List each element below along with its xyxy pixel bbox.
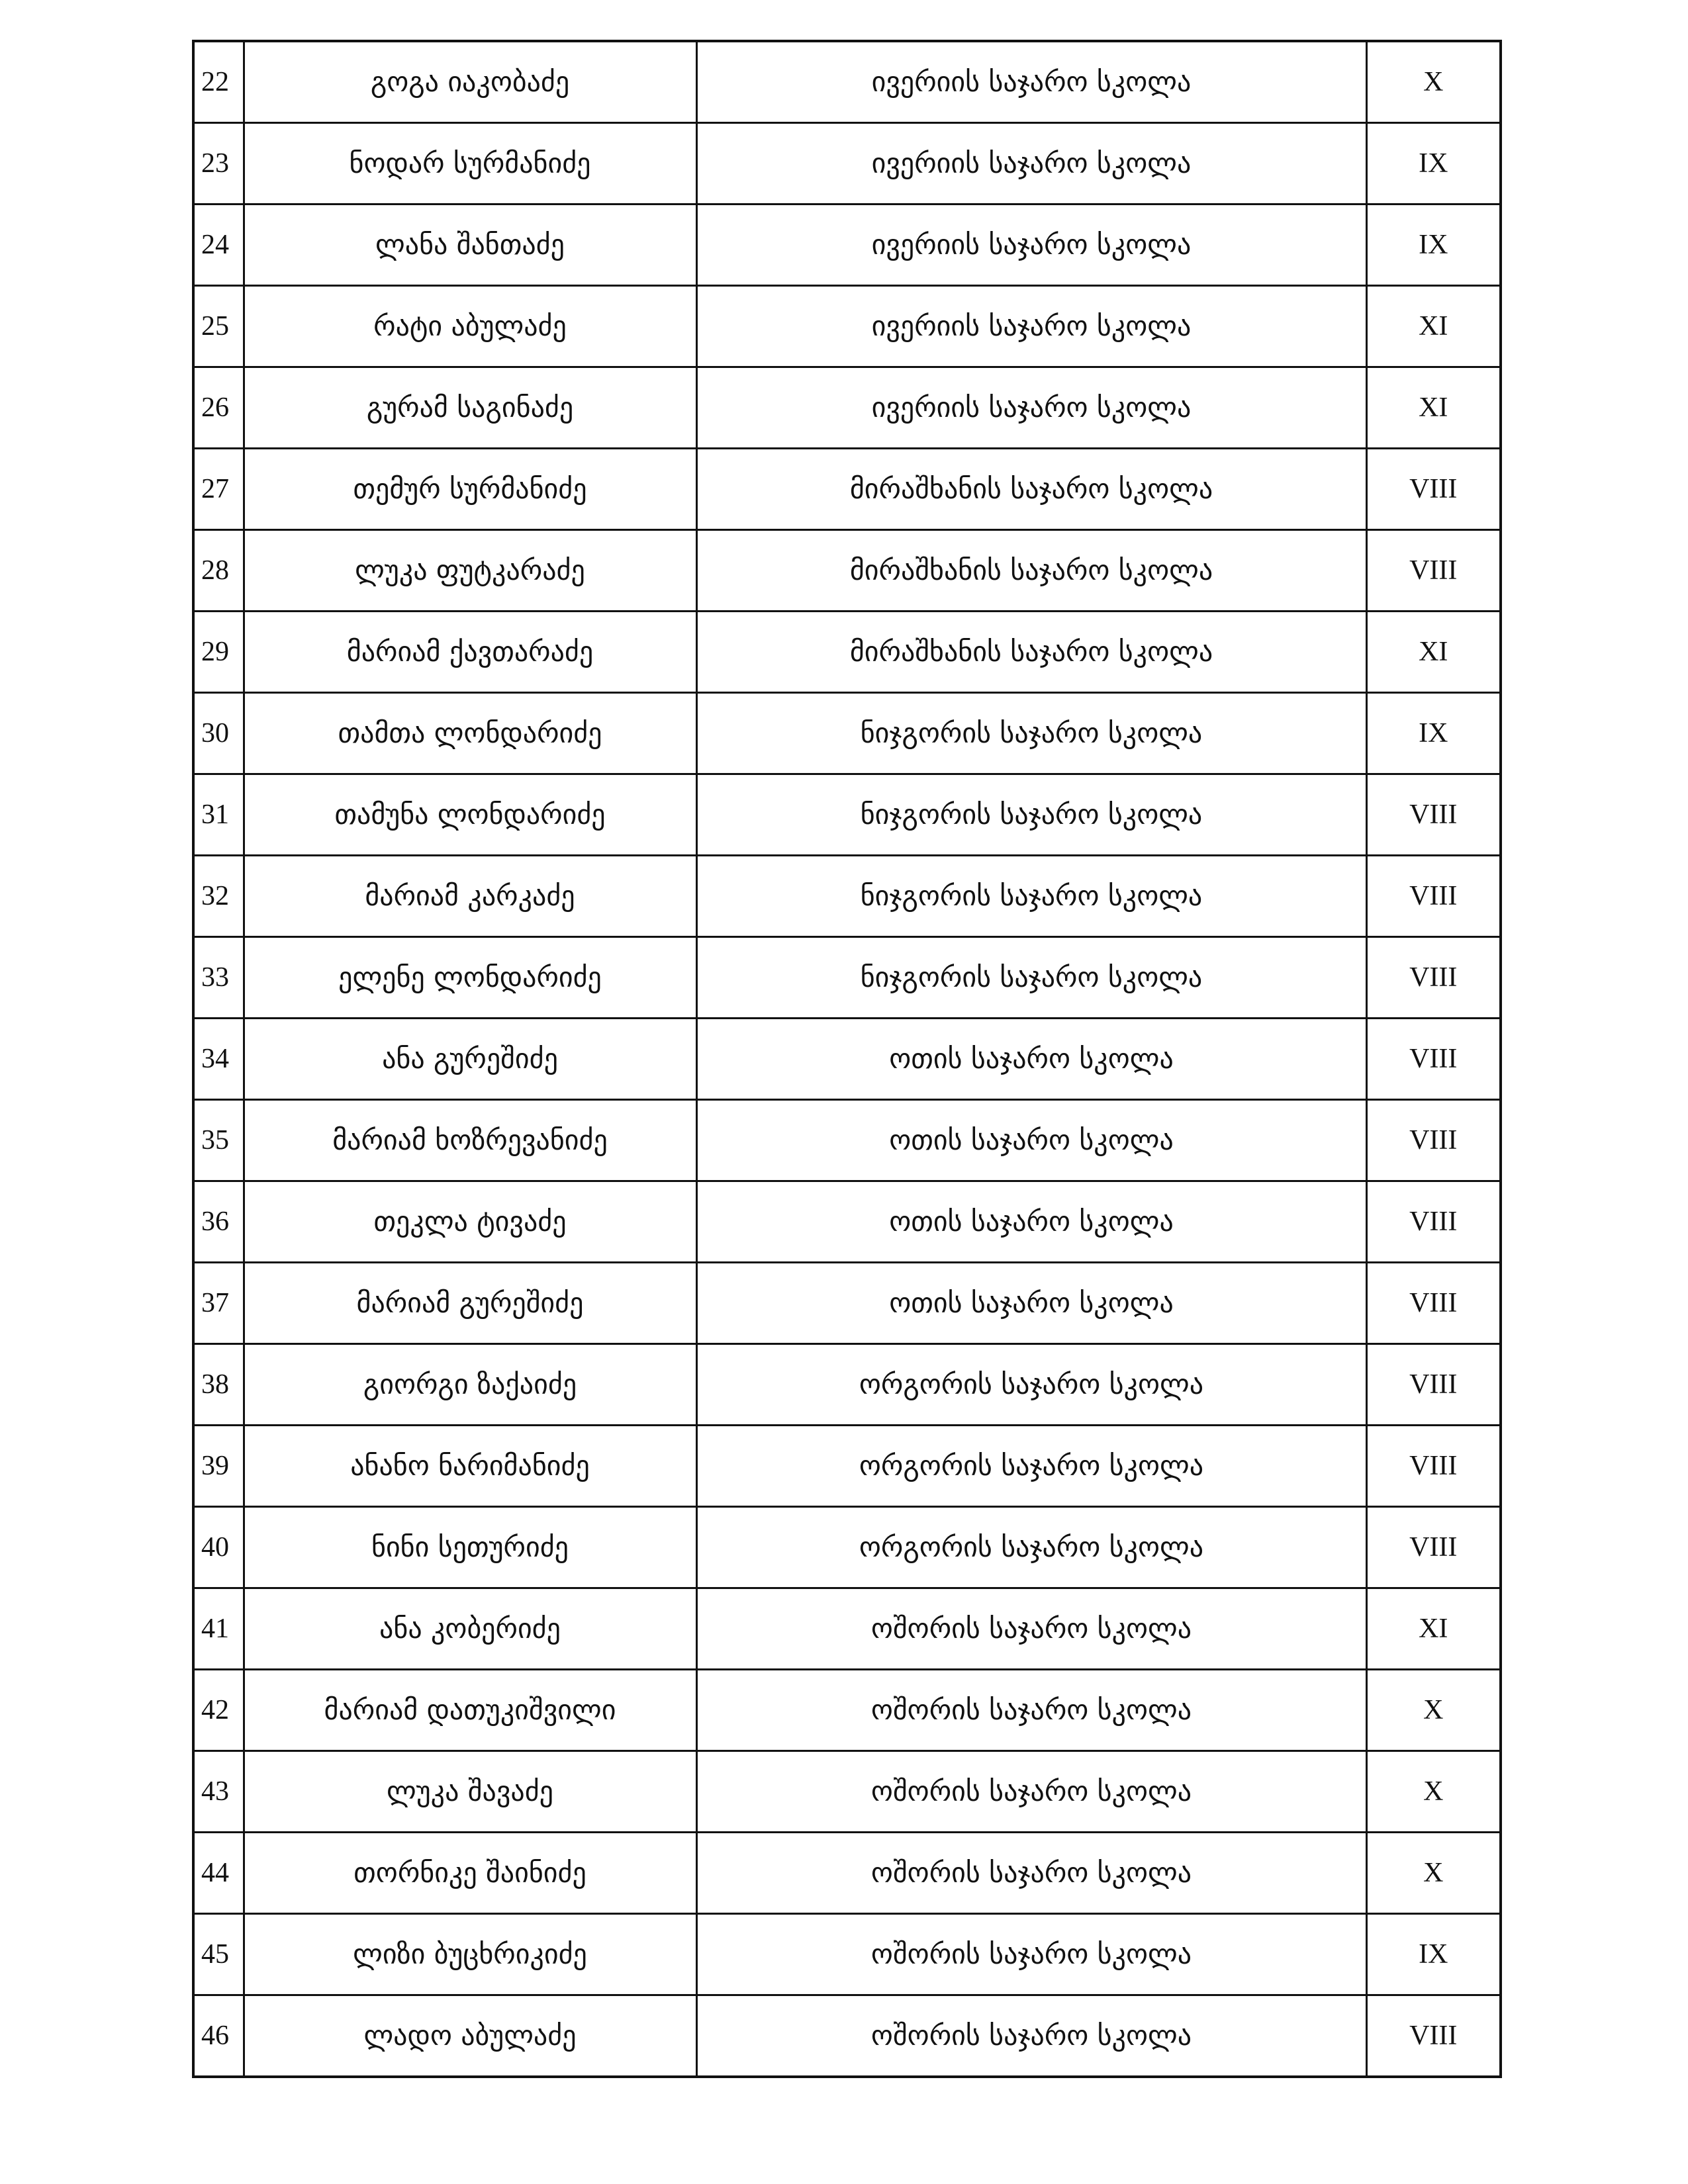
table-row (193, 1507, 1501, 1588)
school-name-cell: ოშორის საჯარო სკოლა (696, 1670, 1366, 1751)
table-row (193, 693, 1501, 774)
student-name-cell: ლანა შანთაძე (244, 205, 696, 286)
table-row (193, 1914, 1501, 1995)
row-number-cell: 33 (193, 937, 244, 1019)
grade-cell: X (1366, 41, 1501, 123)
table-row (193, 1833, 1501, 1914)
school-name-cell: ივერიის საჯარო სკოლა (696, 367, 1366, 449)
student-name-cell: ანანო ნარიმანიძე (244, 1426, 696, 1507)
school-name-cell: ივერიის საჯარო სკოლა (696, 286, 1366, 367)
table-row (193, 1670, 1501, 1751)
grade-cell: VIII (1366, 937, 1501, 1019)
table-row (193, 1426, 1501, 1507)
row-number-cell: 37 (193, 1263, 244, 1344)
school-name-cell: მირაშხანის საჯარო სკოლა (696, 612, 1366, 693)
row-number-cell: 25 (193, 286, 244, 367)
grade-cell: X (1366, 1670, 1501, 1751)
row-number-cell: 35 (193, 1100, 244, 1181)
student-name-cell: ლუკა შავაძე (244, 1751, 696, 1833)
table-row (193, 1263, 1501, 1344)
school-name-cell: ოშორის საჯარო სკოლა (696, 1833, 1366, 1914)
row-number-cell: 32 (193, 856, 244, 937)
grade-cell: XI (1366, 612, 1501, 693)
participants-table (192, 40, 1502, 2078)
grade-cell: IX (1366, 205, 1501, 286)
student-name-cell: ანა კობერიძე (244, 1588, 696, 1670)
grade-cell: VIII (1366, 856, 1501, 937)
table-row (193, 937, 1501, 1019)
school-name-cell: ოთის საჯარო სკოლა (696, 1181, 1366, 1263)
table-row (193, 1100, 1501, 1181)
student-name-cell: მარიამ კარკაძე (244, 856, 696, 937)
grade-cell: XI (1366, 367, 1501, 449)
row-number-cell: 41 (193, 1588, 244, 1670)
row-number-cell: 40 (193, 1507, 244, 1588)
school-name-cell: ოშორის საჯარო სკოლა (696, 1995, 1366, 2077)
grade-cell: VIII (1366, 1100, 1501, 1181)
grade-cell: VIII (1366, 530, 1501, 612)
school-name-cell: ნიჯგორის საჯარო სკოლა (696, 937, 1366, 1019)
student-name-cell: ელენე ლონდარიძე (244, 937, 696, 1019)
grade-cell: IX (1366, 1914, 1501, 1995)
student-name-cell: თორნიკე შაინიძე (244, 1833, 696, 1914)
row-number-cell: 27 (193, 449, 244, 530)
school-name-cell: ორგორის საჯარო სკოლა (696, 1426, 1366, 1507)
student-name-cell: ნინი სეთურიძე (244, 1507, 696, 1588)
table-row (193, 1181, 1501, 1263)
table-row (193, 449, 1501, 530)
grade-cell: XI (1366, 286, 1501, 367)
student-name-cell: რატი აბულაძე (244, 286, 696, 367)
table-row (193, 1344, 1501, 1426)
row-number-cell: 39 (193, 1426, 244, 1507)
grade-cell: IX (1366, 693, 1501, 774)
grade-cell: VIII (1366, 449, 1501, 530)
student-name-cell: გურამ საგინაძე (244, 367, 696, 449)
table-row (193, 41, 1501, 123)
table-row (193, 367, 1501, 449)
table-row (193, 530, 1501, 612)
grade-cell: IX (1366, 123, 1501, 205)
row-number-cell: 30 (193, 693, 244, 774)
table-row (193, 1019, 1501, 1100)
row-number-cell: 46 (193, 1995, 244, 2077)
participants-table-body (193, 41, 1501, 2077)
row-number-cell: 22 (193, 41, 244, 123)
school-name-cell: ოთის საჯარო სკოლა (696, 1263, 1366, 1344)
student-name-cell: ლადო აბულაძე (244, 1995, 696, 2077)
school-name-cell: მირაშხანის საჯარო სკოლა (696, 449, 1366, 530)
table-row (193, 123, 1501, 205)
student-name-cell: თამთა ლონდარიძე (244, 693, 696, 774)
row-number-cell: 26 (193, 367, 244, 449)
school-name-cell: ოთის საჯარო სკოლა (696, 1019, 1366, 1100)
grade-cell: X (1366, 1833, 1501, 1914)
school-name-cell: ოთის საჯარო სკოლა (696, 1100, 1366, 1181)
row-number-cell: 43 (193, 1751, 244, 1833)
row-number-cell: 38 (193, 1344, 244, 1426)
school-name-cell: ოშორის საჯარო სკოლა (696, 1914, 1366, 1995)
student-name-cell: თამუნა ლონდარიძე (244, 774, 696, 856)
grade-cell: VIII (1366, 1019, 1501, 1100)
student-name-cell: მარიამ დათუკიშვილი (244, 1670, 696, 1751)
table-row (193, 286, 1501, 367)
row-number-cell: 28 (193, 530, 244, 612)
student-name-cell: მარიამ ქავთარაძე (244, 612, 696, 693)
school-name-cell: ივერიის საჯარო სკოლა (696, 205, 1366, 286)
row-number-cell: 24 (193, 205, 244, 286)
school-name-cell: ივერიის საჯარო სკოლა (696, 123, 1366, 205)
student-name-cell: მარიამ ხოზრევანიძე (244, 1100, 696, 1181)
grade-cell: VIII (1366, 1181, 1501, 1263)
school-name-cell: ივერიის საჯარო სკოლა (696, 41, 1366, 123)
grade-cell: VIII (1366, 1344, 1501, 1426)
grade-cell: VIII (1366, 774, 1501, 856)
student-name-cell: თემურ სურმანიძე (244, 449, 696, 530)
student-name-cell: ანა გურეშიძე (244, 1019, 696, 1100)
row-number-cell: 34 (193, 1019, 244, 1100)
school-name-cell: ოშორის საჯარო სკოლა (696, 1751, 1366, 1833)
school-name-cell: ორგორის საჯარო სკოლა (696, 1507, 1366, 1588)
row-number-cell: 31 (193, 774, 244, 856)
row-number-cell: 23 (193, 123, 244, 205)
grade-cell: XI (1366, 1588, 1501, 1670)
table-row (193, 205, 1501, 286)
student-name-cell: გოგა იაკობაძე (244, 41, 696, 123)
table-row (193, 1751, 1501, 1833)
grade-cell: X (1366, 1751, 1501, 1833)
student-name-cell: ლუკა ფუტკარაძე (244, 530, 696, 612)
school-name-cell: ნიჯგორის საჯარო სკოლა (696, 856, 1366, 937)
table-row (193, 774, 1501, 856)
row-number-cell: 29 (193, 612, 244, 693)
grade-cell: VIII (1366, 1995, 1501, 2077)
row-number-cell: 44 (193, 1833, 244, 1914)
table-row (193, 1588, 1501, 1670)
table-row (193, 856, 1501, 937)
grade-cell: VIII (1366, 1507, 1501, 1588)
student-name-cell: მარიამ გურეშიძე (244, 1263, 696, 1344)
school-name-cell: ორგორის საჯარო სკოლა (696, 1344, 1366, 1426)
student-name-cell: ნოდარ სურმანიძე (244, 123, 696, 205)
school-name-cell: ნიჯგორის საჯარო სკოლა (696, 774, 1366, 856)
school-name-cell: მირაშხანის საჯარო სკოლა (696, 530, 1366, 612)
grade-cell: VIII (1366, 1426, 1501, 1507)
table-row (193, 612, 1501, 693)
student-name-cell: ლიზი ბუცხრიკიძე (244, 1914, 696, 1995)
school-name-cell: ოშორის საჯარო სკოლა (696, 1588, 1366, 1670)
student-name-cell: გიორგი ზაქაიძე (244, 1344, 696, 1426)
grade-cell: VIII (1366, 1263, 1501, 1344)
row-number-cell: 36 (193, 1181, 244, 1263)
row-number-cell: 42 (193, 1670, 244, 1751)
school-name-cell: ნიჯგორის საჯარო სკოლა (696, 693, 1366, 774)
row-number-cell: 45 (193, 1914, 244, 1995)
student-name-cell: თეკლა ტივაძე (244, 1181, 696, 1263)
table-row (193, 1995, 1501, 2077)
